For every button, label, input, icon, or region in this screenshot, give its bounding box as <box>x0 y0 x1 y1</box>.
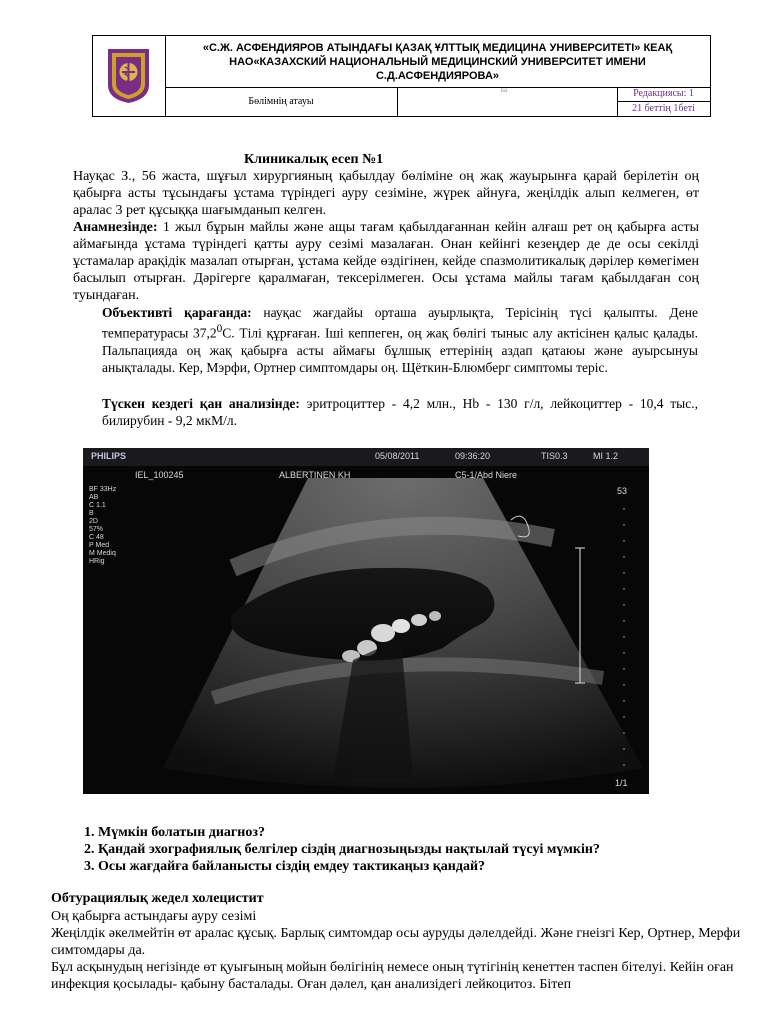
ultrasound-param: HRig <box>89 558 105 565</box>
tiny-mark: БӘ <box>501 89 508 94</box>
university-title <box>165 36 710 88</box>
ultrasound-side-params <box>89 486 116 566</box>
case-intro: Науқас З., 56 жаста, шұғыл хирургияның қабылдау бөліміне оң жақ жауырынға қарай берілетін оң қабырға асты тұсындағы ұстама түріндегі ауру сезіміне, жүрек айнуға, жеңілдік алып келмеген, өт аралас 3 рет құсыққа шағымданып келген. <box>73 169 699 218</box>
ultrasound-id: IEL_100245 <box>135 470 184 480</box>
question-item: 1. Мүмкін болатын диагноз? <box>84 825 265 840</box>
title-line-1: «С.Ж. АСФЕНДИЯРОВ АТЫНДАҒЫ ҚАЗАҚ ҰЛТТЫҚ МЕДИЦИНА УНИВЕРСИТЕТІ» КЕАҚ <box>202 42 673 54</box>
objective-text-a: науқас жағдайы орташа ауырлықта, Терісінің түсі қалыпты. Дене температурасы 37,2 <box>102 305 698 341</box>
revision-label: Редакциясы: 1 <box>617 87 710 102</box>
ultrasound-gallbladder-image <box>83 448 649 794</box>
objective-label: Объективті қарағанда: <box>102 305 252 320</box>
objective-paragraph <box>102 304 698 376</box>
depth-bottom: 1/1 <box>615 778 628 788</box>
ultrasound-time: 09:36:20 <box>455 451 491 461</box>
degree-superscript: 0 <box>216 323 223 335</box>
anamnesis-paragraph <box>73 219 699 304</box>
answer-title: Обтурациялық жедел холецистит <box>51 891 264 906</box>
question-item: 3. Осы жағдайға байланысты сіздің емдеу тактикаңыз қандай? <box>84 859 486 874</box>
anamnesis-label: Анамнезінде: <box>73 220 158 235</box>
university-seal-icon <box>105 45 152 105</box>
question-item: 2. Қандай эхографиялық белгілер сіздің диагнозыңызды нақтылай түсуі мүмкін? <box>84 842 600 857</box>
blank-cell <box>397 87 618 116</box>
ultrasound-param: AB <box>89 494 99 501</box>
header-row-2 <box>165 87 710 116</box>
ultrasound-probe: C5-1/Abd Niere <box>455 470 518 480</box>
ultrasound-scan-drawing <box>83 448 649 794</box>
ultrasound-param: C 1.1 <box>89 502 106 509</box>
ultrasound-param: 2D <box>89 518 98 525</box>
ultrasound-param: P Med <box>89 542 110 549</box>
ultrasound-tis: TIS0.3 <box>541 451 568 461</box>
document-header-table <box>92 35 711 117</box>
ultrasound-date: 05/08/2011 <box>375 451 420 461</box>
ultrasound-param: C 48 <box>89 534 104 541</box>
logo-cell <box>93 36 166 116</box>
page-label: 21 беттің 1беті <box>632 103 695 114</box>
objective-text-b: С. Тілі құрғаған. Іші кеппеген, оң жақ бөлігі тыныс алу актісінен қалыс қалады. Пальпацияда оң жақ қабырға асты аймағы бұлшық еттерінің аздап қатаюы және ауырсынуы анықталады. Кер, Мэрфи, Ортнер симптомдары оң. Щёткин-Блюмберг симптомы теріс. <box>102 325 698 375</box>
blood-label: Түскен кездегі қан анализінде: <box>102 396 300 411</box>
ultrasound-brand: PHILIPS <box>91 451 127 461</box>
ultrasound-param: 57% <box>89 526 104 533</box>
answer-line-2: Жеңілдік әкелмейтін өт аралас құсық. Барлық симтомдар осы ауруды дәлелдейді. Және гнеізгі Кер, Ортнер, Мерфи симтомдары да. <box>51 926 741 958</box>
department-label: Бөлімнің атауы <box>165 87 398 116</box>
depth-top: 53 <box>617 486 628 496</box>
blood-analysis-paragraph <box>102 395 698 429</box>
case-title: Клиникалық есеп №1 <box>244 152 384 167</box>
title-line-2: НАО«КАЗАХСКИЙ НАЦИОНАЛЬНЫЙ МЕДИЦИНСКИЙ УНИВЕРСИТЕТ ИМЕНИ <box>229 56 646 68</box>
ultrasound-mi: MI 1.2 <box>593 451 619 461</box>
answer-line-1: Оң қабырға астындағы ауру сезімі <box>51 909 257 924</box>
ultrasound-patient: ALBERTINEN KH <box>279 470 351 480</box>
answer-line-3: Бұл асқынудың негізінде өт қуығының мойын бөлігінің немесе оның түтігінің кенеттен таспен бітелуі. Кейін оған инфекция қосылады- қабыну басталады. Оған дәлел, қан анализідегі лейкоцитоз. Бітеп <box>51 960 734 992</box>
title-line-3: С.Д.АСФЕНДИЯРОВА» <box>375 70 500 82</box>
question-list <box>84 824 600 875</box>
anamnesis-text: 1 жыл бұрын майлы және ащы тағам қабылдағаннан кейін алғаш рет оң қабырға асты аймағында ұстама түріндегі қатты ауру сезімі мазалаған. Онан кейінгі кезеңдер де де осы секілді ұстамалар арақідік мазалап отырған, ұстама кейде өздігінен, кейде спазмолитикалық дәрілер көмегімен басылып отырған. Дәрігерге қаралмаған, тексерілмеген. Осы ұстама майлы тағам қабылдаған соң туындаған. <box>73 220 699 303</box>
ultrasound-param: M Mediq <box>89 550 116 557</box>
ultrasound-param: BF 33Hz <box>89 486 117 493</box>
ultrasound-param: B <box>89 510 94 517</box>
blood-text: эритроциттер - 4,2 млн., Hb - 130 г/л, лейкоциттер - 10,4 тыс., билирубин - 9,2 мкМ/л. <box>102 396 698 428</box>
